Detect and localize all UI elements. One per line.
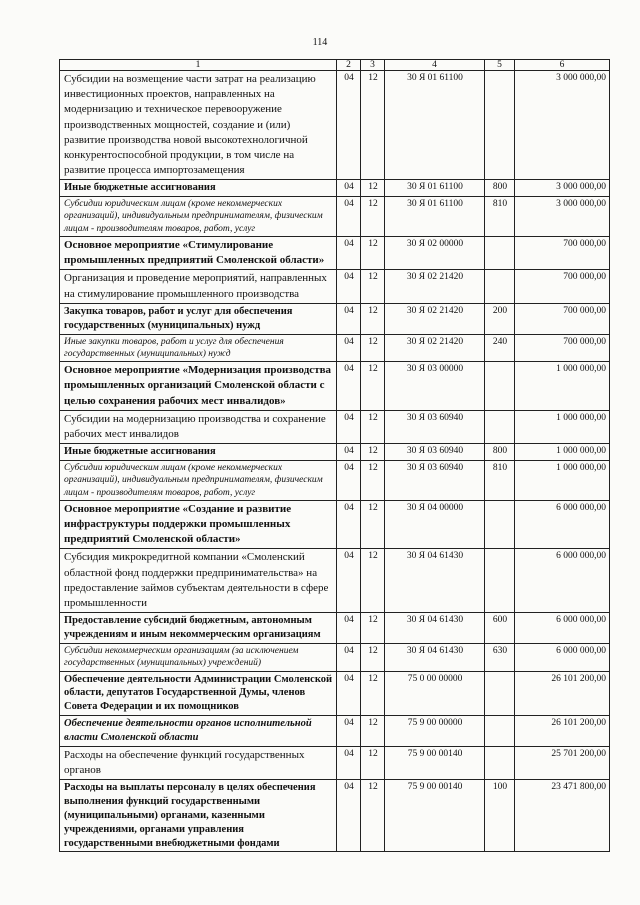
row-subsection: 12 [361,410,385,443]
row-target-code: 30 Я 03 00000 [385,362,485,411]
row-section: 04 [337,716,361,747]
row-target-code: 30 Я 04 61430 [385,643,485,671]
row-name: Иные закупки товаров, работ и услуг для обеспечения государственных (муниципальных) нужд [60,334,337,362]
row-amount: 3 000 000,00 [515,71,610,180]
row-expense-type [485,671,515,716]
row-expense-type: 810 [485,460,515,500]
row-amount: 700 000,00 [515,270,610,303]
header-row [60,60,610,71]
row-section: 04 [337,362,361,411]
table-row [60,270,610,303]
row-expense-type [485,270,515,303]
row-amount: 6 000 000,00 [515,500,610,549]
header-col-2: 2 [337,60,361,71]
row-target-code: 30 Я 04 00000 [385,500,485,549]
row-subsection: 12 [361,613,385,644]
table-row [60,500,610,549]
row-target-code: 75 0 00 00000 [385,671,485,716]
row-section: 04 [337,334,361,362]
row-section: 04 [337,671,361,716]
row-amount: 25 701 200,00 [515,746,610,779]
row-subsection: 12 [361,197,385,237]
row-name: Основное мероприятие «Создание и развитие инфраструктуры поддержки промышленных предприятий Смоленской области» [60,500,337,549]
row-expense-type [485,716,515,747]
row-name: Предоставление субсидий бюджетным, автономным учреждениям и иным некоммерческим организациям [60,613,337,644]
row-section: 04 [337,71,361,180]
row-section: 04 [337,197,361,237]
row-amount: 23 471 800,00 [515,780,610,852]
row-subsection: 12 [361,549,385,613]
row-amount: 3 000 000,00 [515,180,610,197]
row-expense-type: 800 [485,444,515,461]
row-target-code: 75 9 00 00140 [385,746,485,779]
row-target-code: 30 Я 02 21420 [385,303,485,334]
table-row [60,549,610,613]
row-section: 04 [337,270,361,303]
row-expense-type: 240 [485,334,515,362]
row-amount: 1 000 000,00 [515,444,610,461]
row-amount: 1 000 000,00 [515,410,610,443]
row-target-code: 30 Я 01 61100 [385,180,485,197]
row-subsection: 12 [361,71,385,180]
page-number: 114 [312,37,328,48]
row-section: 04 [337,460,361,500]
table-row [60,334,610,362]
row-subsection: 12 [361,643,385,671]
row-amount: 700 000,00 [515,303,610,334]
row-target-code: 30 Я 04 61430 [385,549,485,613]
row-subsection: 12 [361,303,385,334]
header-col-3: 3 [361,60,385,71]
table-row [60,780,610,852]
row-section: 04 [337,500,361,549]
row-target-code: 30 Я 03 60940 [385,444,485,461]
row-amount: 6 000 000,00 [515,549,610,613]
row-subsection: 12 [361,334,385,362]
row-name: Субсидии юридическим лицам (кроме некоммерческих организаций), индивидуальным предпринимателям, физическим лицам - производителям товаров, работ, услуг [60,197,337,237]
row-expense-type [485,71,515,180]
row-expense-type: 600 [485,613,515,644]
row-target-code: 75 9 00 00140 [385,780,485,852]
table-row [60,71,610,180]
row-name: Иные бюджетные ассигнования [60,180,337,197]
row-target-code: 30 Я 03 60940 [385,460,485,500]
row-target-code: 30 Я 02 00000 [385,237,485,270]
row-name: Основное мероприятие «Стимулирование промышленных предприятий Смоленской области» [60,237,337,270]
row-name: Субсидия микрокредитной компании «Смоленский областной фонд поддержки предпринимательства» на предоставление займов субъектам деятельности в сфере промышленности [60,549,337,613]
row-amount: 6 000 000,00 [515,643,610,671]
row-section: 04 [337,237,361,270]
row-target-code: 75 9 00 00000 [385,716,485,747]
row-subsection: 12 [361,716,385,747]
row-target-code: 30 Я 01 61100 [385,71,485,180]
row-name: Основное мероприятие «Модернизация производства промышленных организаций Смоленской области с целью сохранения рабочих мест инвалидов» [60,362,337,411]
header-col-6: 6 [515,60,610,71]
row-expense-type: 100 [485,780,515,852]
row-section: 04 [337,643,361,671]
table-row [60,671,610,716]
row-section: 04 [337,410,361,443]
table-row [60,460,610,500]
row-name: Обеспечение деятельности Администрации Смоленской области, депутатов Государственной Думы, членов Совета Федерации и их помощников [60,671,337,716]
row-subsection: 12 [361,270,385,303]
row-section: 04 [337,303,361,334]
row-target-code: 30 Я 02 21420 [385,270,485,303]
row-expense-type [485,362,515,411]
table-row [60,410,610,443]
budget-table [59,59,610,852]
row-section: 04 [337,549,361,613]
header-col-1: 1 [60,60,337,71]
row-amount: 1 000 000,00 [515,362,610,411]
row-target-code: 30 Я 01 61100 [385,197,485,237]
row-target-code: 30 Я 03 60940 [385,410,485,443]
row-section: 04 [337,746,361,779]
row-subsection: 12 [361,180,385,197]
row-expense-type: 630 [485,643,515,671]
table-row [60,643,610,671]
row-expense-type: 810 [485,197,515,237]
row-section: 04 [337,180,361,197]
table-row [60,303,610,334]
row-expense-type [485,500,515,549]
table-row [60,197,610,237]
row-section: 04 [337,444,361,461]
row-target-code: 30 Я 02 21420 [385,334,485,362]
row-name: Закупка товаров, работ и услуг для обеспечения государственных (муниципальных) нужд [60,303,337,334]
row-name: Организация и проведение мероприятий, направленных на стимулирование промышленного производства [60,270,337,303]
row-amount: 26 101 200,00 [515,716,610,747]
table-row [60,362,610,411]
row-name: Субсидии на возмещение части затрат на реализацию инвестиционных проектов, направленных на модернизацию и техническое перевооружение производственных мощностей, создание и (или) развитие производства новой высокотехнологичной конкурентоспособной продукции, в том числе на развитие процесса импортозамещения [60,71,337,180]
table-row [60,613,610,644]
row-section: 04 [337,780,361,852]
row-amount: 6 000 000,00 [515,613,610,644]
table-row [60,716,610,747]
row-expense-type [485,410,515,443]
row-amount: 700 000,00 [515,237,610,270]
row-name: Расходы на выплаты персоналу в целях обеспечения выполнения функций государственными (муниципальными) органами, казенными учреждениями, органами управления государственными внебюджетными фондами [60,780,337,852]
row-subsection: 12 [361,444,385,461]
row-expense-type: 200 [485,303,515,334]
row-target-code: 30 Я 04 61430 [385,613,485,644]
row-subsection: 12 [361,237,385,270]
row-subsection: 12 [361,780,385,852]
table-row [60,180,610,197]
table-row [60,237,610,270]
row-expense-type [485,549,515,613]
table-row [60,444,610,461]
row-subsection: 12 [361,746,385,779]
row-expense-type: 800 [485,180,515,197]
row-name: Иные бюджетные ассигнования [60,444,337,461]
row-name: Субсидии юридическим лицам (кроме некоммерческих организаций), индивидуальным предпринимателям, физическим лицам - производителям товаров, работ, услуг [60,460,337,500]
row-amount: 1 000 000,00 [515,460,610,500]
row-amount: 26 101 200,00 [515,671,610,716]
row-amount: 700 000,00 [515,334,610,362]
row-subsection: 12 [361,500,385,549]
row-name: Субсидии некоммерческим организациям (за исключением государственных (муниципальных) учреждений) [60,643,337,671]
header-col-4: 4 [385,60,485,71]
row-expense-type [485,237,515,270]
row-subsection: 12 [361,671,385,716]
row-name: Субсидии на модернизацию производства и сохранение рабочих мест инвалидов [60,410,337,443]
header-col-5: 5 [485,60,515,71]
row-subsection: 12 [361,460,385,500]
row-name: Расходы на обеспечение функций государственных органов [60,746,337,779]
table-row [60,746,610,779]
row-section: 04 [337,613,361,644]
row-subsection: 12 [361,362,385,411]
row-name: Обеспечение деятельности органов исполнительной власти Смоленской области [60,716,337,747]
row-amount: 3 000 000,00 [515,197,610,237]
row-expense-type [485,746,515,779]
